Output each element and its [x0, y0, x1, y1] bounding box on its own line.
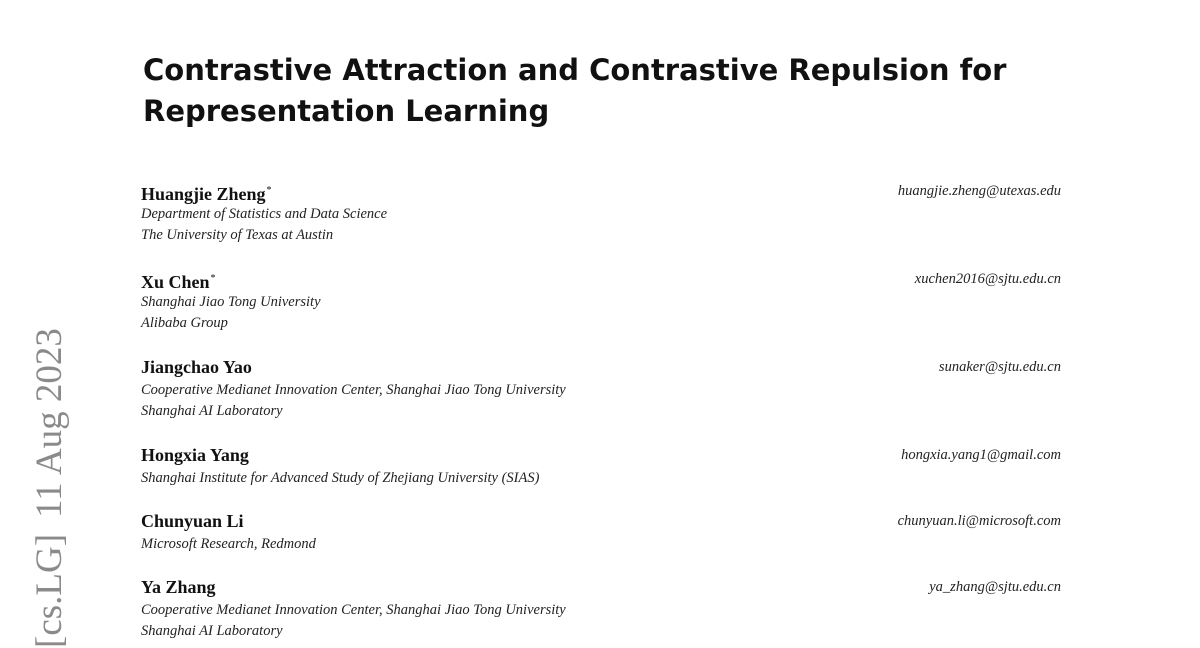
- author-email[interactable]: chunyuan.li@microsoft.com: [897, 513, 1061, 529]
- author-block-2: [141, 268, 1061, 338]
- author-email[interactable]: ya_zhang@sjtu.edu.cn: [929, 579, 1061, 595]
- author-email[interactable]: huangjie.zheng@utexas.edu: [897, 183, 1061, 199]
- author-affiliation: Cooperative Medianet Innovation Center, Shanghai Jiao Tong University: [141, 382, 566, 398]
- author-name-text: Huangjie Zheng: [141, 184, 266, 204]
- author-block-4: [141, 444, 1061, 514]
- author-email[interactable]: xuchen2016@sjtu.edu.cn: [914, 271, 1061, 287]
- equal-contribution-mark: *: [210, 273, 216, 284]
- author-affiliation: Shanghai AI Laboratory: [141, 623, 283, 639]
- author-name: [141, 180, 272, 205]
- equal-contribution-mark: *: [266, 185, 272, 196]
- author-affiliation: Microsoft Research, Redmond: [141, 536, 316, 552]
- paper-title-line-2: Representation Learning: [143, 94, 550, 128]
- author-affiliation: The University of Texas at Austin: [141, 227, 334, 243]
- author-affiliation: Shanghai Institute for Advanced Study of Zhejiang University (SIAS): [141, 470, 540, 486]
- author-name: Ya Zhang: [141, 577, 216, 597]
- arxiv-category: [cs.LG]: [29, 533, 70, 648]
- author-block-1: [141, 180, 1061, 250]
- author-name-text: Xu Chen: [141, 272, 210, 292]
- author-affiliation: Alibaba Group: [141, 315, 228, 331]
- arxiv-date: 11 Aug 2023: [29, 328, 70, 518]
- arxiv-identifier-stamp: [30, 288, 70, 648]
- author-name: Jiangchao Yao: [141, 357, 252, 377]
- author-block-3: [141, 356, 1061, 426]
- author-block-6: [141, 576, 1061, 646]
- author-affiliation: Shanghai Jiao Tong University: [141, 294, 321, 310]
- author-email[interactable]: sunaker@sjtu.edu.cn: [938, 359, 1061, 375]
- author-email[interactable]: hongxia.yang1@gmail.com: [901, 447, 1061, 463]
- paper-title-line-1: Contrastive Attraction and Contrastive Repulsion for: [143, 53, 1007, 87]
- author-name: [141, 268, 216, 293]
- author-block-5: [141, 510, 1061, 580]
- paper-title: [143, 50, 1043, 132]
- author-affiliation: Department of Statistics and Data Science: [141, 206, 388, 222]
- author-affiliation: Cooperative Medianet Innovation Center, Shanghai Jiao Tong University: [141, 602, 566, 618]
- author-name: Hongxia Yang: [141, 445, 249, 465]
- author-name: Chunyuan Li: [141, 511, 244, 531]
- author-affiliation: Shanghai AI Laboratory: [141, 403, 283, 419]
